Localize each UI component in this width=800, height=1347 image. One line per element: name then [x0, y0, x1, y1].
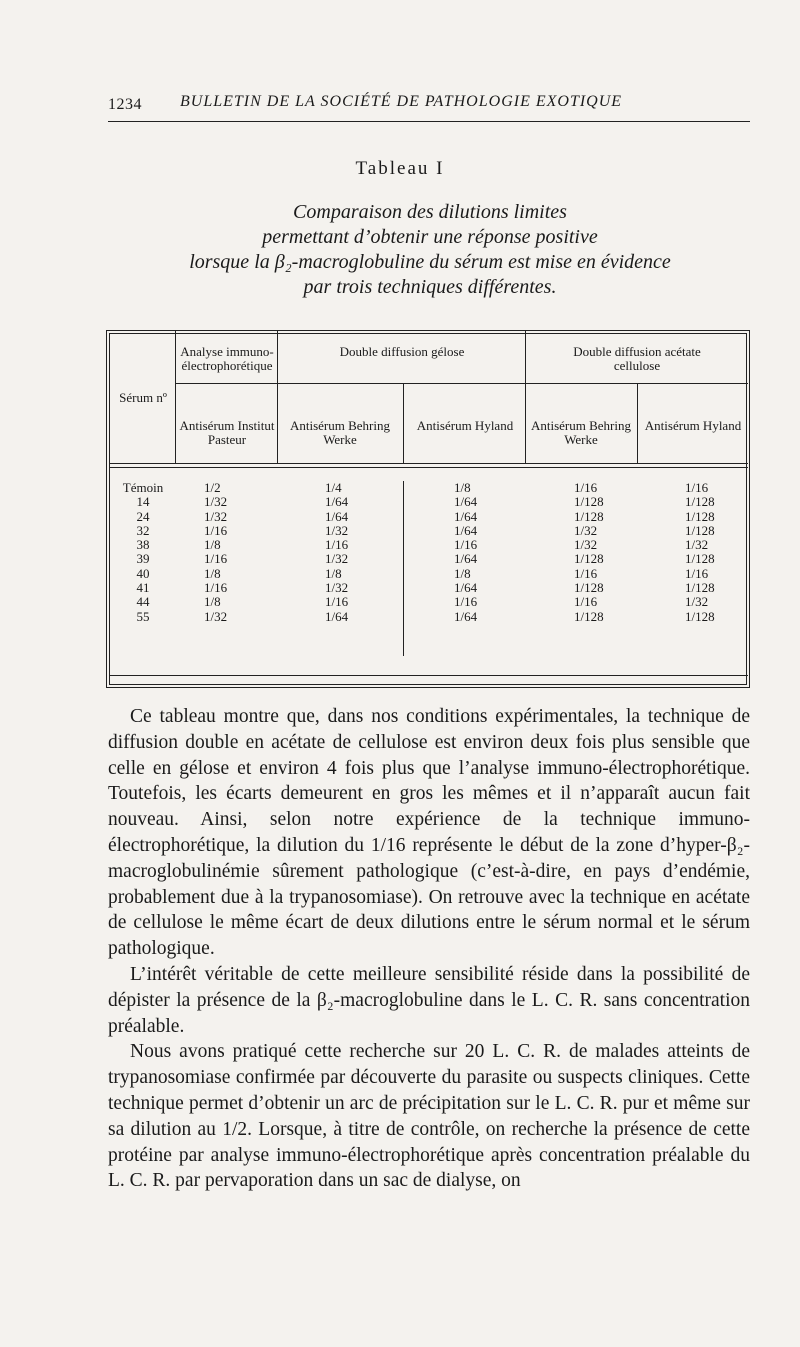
dilution-cell: 1/128 — [685, 608, 715, 624]
dilution-cell: 1/32 — [204, 494, 228, 510]
dilution-cell: 1/64 — [454, 551, 478, 567]
dilution-cell: 1/16 — [325, 537, 349, 553]
dilution-cell: 1/32 — [574, 522, 598, 538]
table-divider — [403, 383, 404, 463]
caption-line: lorsque la β₂-macroglobuline du sérum est mise en évidence — [189, 251, 671, 273]
serum-id-cell: Témoin — [122, 480, 164, 495]
table-divider — [403, 481, 404, 656]
dilution-cell: 1/64 — [454, 580, 478, 596]
dilution-cell: 1/8 — [454, 480, 471, 495]
dilution-cell: 1/128 — [574, 494, 604, 510]
dilution-cell: 1/128 — [685, 522, 715, 538]
serum-id-cell: 55 — [136, 608, 150, 624]
dilution-cell: 1/64 — [454, 608, 478, 624]
dilution-column — [325, 481, 348, 624]
dilution-cell: 1/8 — [204, 565, 221, 581]
dilution-cell: 1/16 — [685, 565, 709, 581]
dilution-column — [574, 481, 604, 624]
paragraph: Nous avons pratiqué cette recherche sur 20 L. C. R. de malades atteints de trypanosomiase confirmée par découverte du parasite ou suspects cliniques. Cette technique permet d’obtenir un arc de précipitation sur le L. C. R. pur et même sur sa dilution au 1/2. Lorsque, à titre de contrôle, on recherche la présence de cette protéine par analyse immuno-électrophorétique après concentration préalable du L. C. R. par pervaporation dans un sac de dialyse, on — [108, 1041, 750, 1192]
antiserum-header: Antisérum Behring Werke — [530, 418, 631, 447]
table-title: Tableau I — [355, 158, 445, 179]
table-divider — [175, 331, 176, 463]
caption-line: Comparaison des dilutions limites — [293, 201, 567, 223]
dilution-cell: 1/16 — [574, 480, 598, 495]
dilution-cell: 1/8 — [204, 594, 221, 610]
serum-id-cell: 44 — [136, 594, 150, 610]
dilution-cell: 1/8 — [454, 565, 471, 581]
serum-id-cell: 14 — [136, 494, 150, 510]
dilution-cell: 1/128 — [574, 551, 604, 567]
table-divider — [175, 383, 748, 384]
dilution-cell: 1/16 — [454, 537, 478, 553]
dilution-cell: 1/32 — [574, 537, 598, 553]
table-divider — [109, 463, 748, 464]
dilution-cell: 1/64 — [325, 508, 349, 524]
dilution-cell: 1/8 — [204, 537, 221, 553]
dilution-cell: 1/64 — [325, 494, 349, 510]
caption-line: permettant d’obtenir une réponse positive — [262, 226, 598, 248]
serum-id-cell: 40 — [136, 565, 150, 581]
paragraph: L’intérêt véritable de cette meilleure sensibilité réside dans la possibilité de dépister la présence de la β₂-macroglobuline dans le L. C. R. sans concentration préalable. — [108, 963, 750, 1037]
antiserum-header: Antisérum Institut Pasteur — [179, 418, 275, 447]
antiserum-header: Antisérum Behring Werke — [289, 418, 390, 447]
dilution-cell: 1/64 — [325, 608, 349, 624]
caption-line: par trois techniques différentes. — [303, 276, 557, 298]
dilution-cell: 1/32 — [685, 537, 709, 553]
page-number: 1234 — [108, 96, 142, 113]
dilution-cell: 1/128 — [685, 494, 715, 510]
table-caption — [100, 200, 760, 300]
dilution-cell: 1/32 — [204, 608, 228, 624]
dilution-cell: 1/32 — [325, 522, 349, 538]
dilution-cell: 1/4 — [325, 480, 342, 495]
dilution-cell: 1/32 — [325, 580, 349, 596]
group-header: Double diffusion acétate cellulose — [573, 344, 701, 373]
body-text — [108, 704, 750, 1194]
dilution-column — [685, 481, 715, 624]
dilution-column — [204, 481, 227, 624]
dilution-cell: 1/2 — [204, 480, 221, 495]
dilution-cell: 1/32 — [325, 551, 349, 567]
serum-id-cell: 32 — [136, 522, 150, 538]
dilution-cell: 1/8 — [325, 565, 342, 581]
dilution-cell: 1/128 — [574, 508, 604, 524]
table-divider — [525, 331, 526, 463]
serum-id-cell: 39 — [136, 551, 150, 567]
dilution-cell: 1/128 — [574, 608, 604, 624]
dilution-cell: 1/64 — [454, 494, 478, 510]
dilution-cell: 1/128 — [685, 551, 715, 567]
dilution-cell: 1/128 — [685, 580, 715, 596]
antiserum-header: Antisérum Hyland — [644, 418, 742, 433]
dilution-table — [106, 330, 750, 688]
journal-title: BULLETIN DE LA SOCIÉTÉ DE PATHOLOGIE EXOTIQUE — [180, 93, 623, 110]
dilution-cell: 1/32 — [685, 594, 709, 610]
serum-id-cell: 38 — [136, 537, 150, 553]
dilution-cell: 1/16 — [685, 480, 709, 495]
dilution-cell: 1/16 — [204, 580, 228, 596]
dilution-cell: 1/16 — [204, 522, 228, 538]
dilution-cell: 1/32 — [204, 508, 228, 524]
antiserum-header: Antisérum Hyland — [416, 418, 514, 433]
group-header: Double diffusion gélose — [339, 344, 465, 359]
dilution-cell: 1/16 — [325, 594, 349, 610]
serum-id-cell: 24 — [136, 508, 150, 524]
paragraph: Ce tableau montre que, dans nos conditions expérimentales, la technique de diffusion double en acétate de cellulose est environ deux fois plus sensible que celle en gélose et environ 4 fois plus que l’analyse immuno-électrophorétique. Toutefois, les écarts demeurent en gros les mêmes et il n’apparaît aucun fait nouveau. Ainsi, selon notre expérience de la technique immuno-électrophorétique, la dilution du 1/16 représente le début de la zone d’hyper-β₂-macroglobulinémie sûrement pathologique (c’est-à-dire, en pays d’endémie, probablement due à la trypanosomiase). On retrouve avec la technique en acétate de cellulose le même écart de deux dilutions entre le sérum normal et le sérum pathologique. — [108, 706, 750, 960]
header-rule — [108, 121, 750, 122]
serum-column-header: Sérum nº — [119, 390, 167, 405]
dilution-cell: 1/16 — [204, 551, 228, 567]
table-divider — [637, 383, 638, 463]
dilution-column — [454, 481, 477, 624]
table-divider — [109, 467, 748, 468]
dilution-cell: 1/64 — [454, 522, 478, 538]
dilution-cell: 1/16 — [574, 565, 598, 581]
dilution-cell: 1/16 — [454, 594, 478, 610]
serum-id-column — [113, 481, 173, 624]
dilution-cell: 1/16 — [574, 594, 598, 610]
dilution-cell: 1/128 — [574, 580, 604, 596]
table-divider — [277, 331, 278, 463]
dilution-cell: 1/64 — [454, 508, 478, 524]
serum-id-cell: 41 — [136, 580, 150, 596]
group-header: Analyse immuno-électrophorétique — [180, 344, 274, 373]
table-divider — [109, 675, 748, 676]
dilution-cell: 1/128 — [685, 508, 715, 524]
